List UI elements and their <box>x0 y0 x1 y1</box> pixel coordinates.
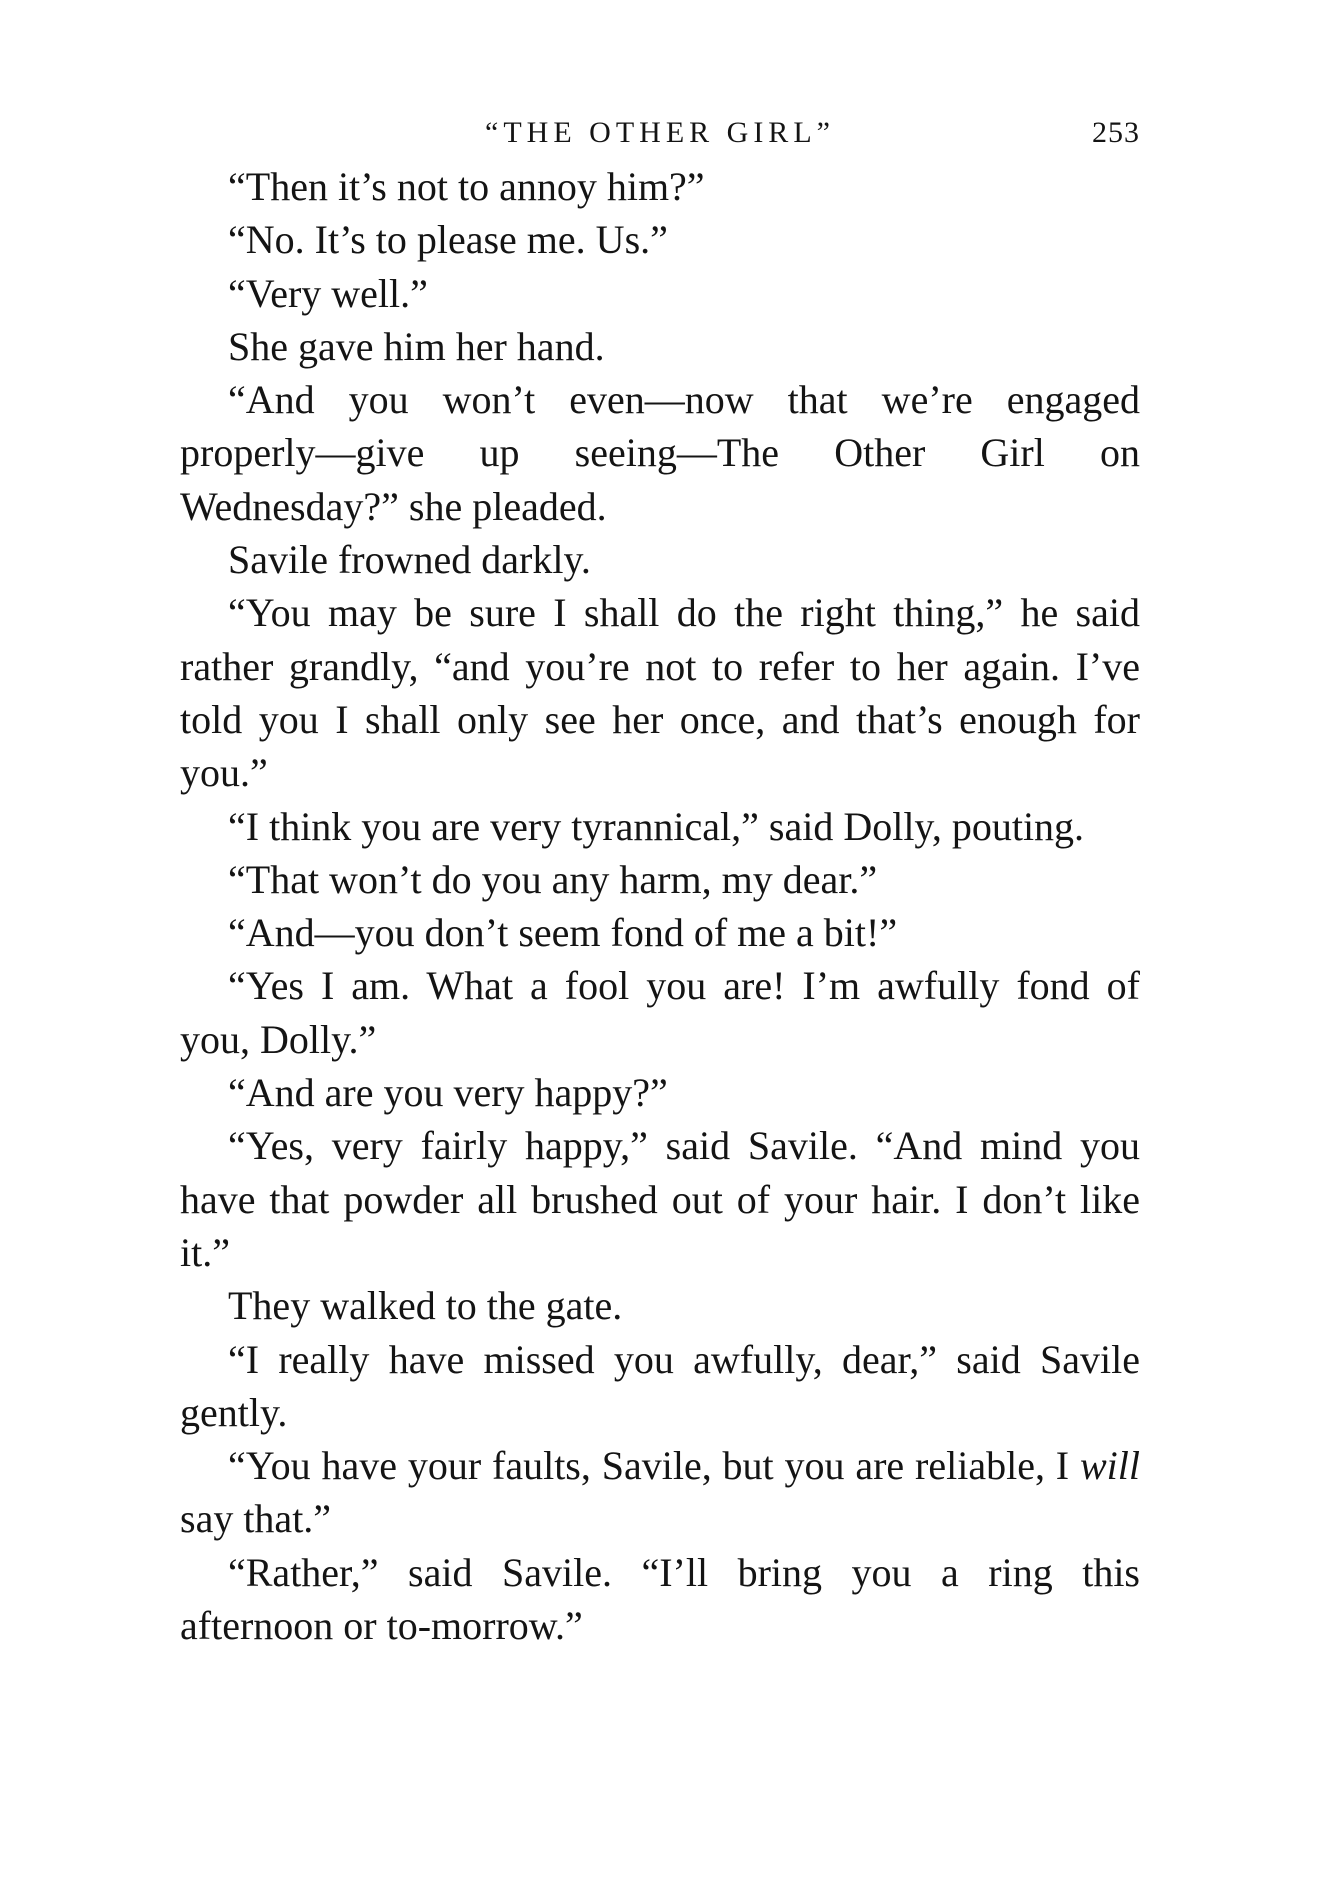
paragraph: “No. It’s to please me. Us.” <box>228 217 668 263</box>
paragraph-text: say that.” <box>180 1496 332 1542</box>
paragraph: “Rather,” said Savile. “I’ll bring you a ring this afternoon or to-morrow.” <box>180 1549 1140 1649</box>
paragraph: She gave him her hand. <box>228 323 605 369</box>
emphasized-word: will <box>1079 1443 1140 1489</box>
paragraph-text: “You have your faults, Savile, but you are reliable, I <box>228 1443 1080 1489</box>
page-header <box>180 108 1140 158</box>
paragraph: “Yes, very fairly happy,” said Savile. “And mind you have that powder all brushed out of your hair. I don’t like it.” <box>180 1123 1140 1275</box>
paragraph: “And are you very happy?” <box>228 1070 668 1116</box>
paragraph: Savile frowned darkly. <box>228 537 591 583</box>
paragraph: “I think you are very tyrannical,” said Dolly, pouting. <box>228 803 1085 849</box>
paragraph: “You may be sure I shall do the right thing,” he said rather grandly, “and you’re not to refer to her again. I’ve told you I shall only see her once, and that’s enough for you.” <box>180 590 1140 796</box>
page-number: 253 <box>1092 116 1140 149</box>
paragraph: “Then it’s not to annoy him?” <box>228 164 705 209</box>
paragraph <box>180 1439 1140 1546</box>
paragraph: “And—you don’t seem fond of me a bit!” <box>228 910 898 956</box>
running-head: “THE OTHER GIRL” <box>485 116 835 149</box>
body-text <box>180 160 1140 1652</box>
paragraph: “And you won’t even—now that we’re engaged properly—give up seeing—The Other Girl on Wednesday?” she pleaded. <box>180 377 1140 529</box>
paragraph: “Very well.” <box>228 270 428 316</box>
paragraph: “I really have missed you awfully, dear,” said Savile gently. <box>180 1336 1140 1435</box>
paragraph: “Yes I am. What a fool you are! I’m awfully fond of you, Dolly.” <box>180 963 1140 1062</box>
paragraph: “That won’t do you any harm, my dear.” <box>228 856 878 902</box>
paragraph: They walked to the gate. <box>228 1283 623 1329</box>
